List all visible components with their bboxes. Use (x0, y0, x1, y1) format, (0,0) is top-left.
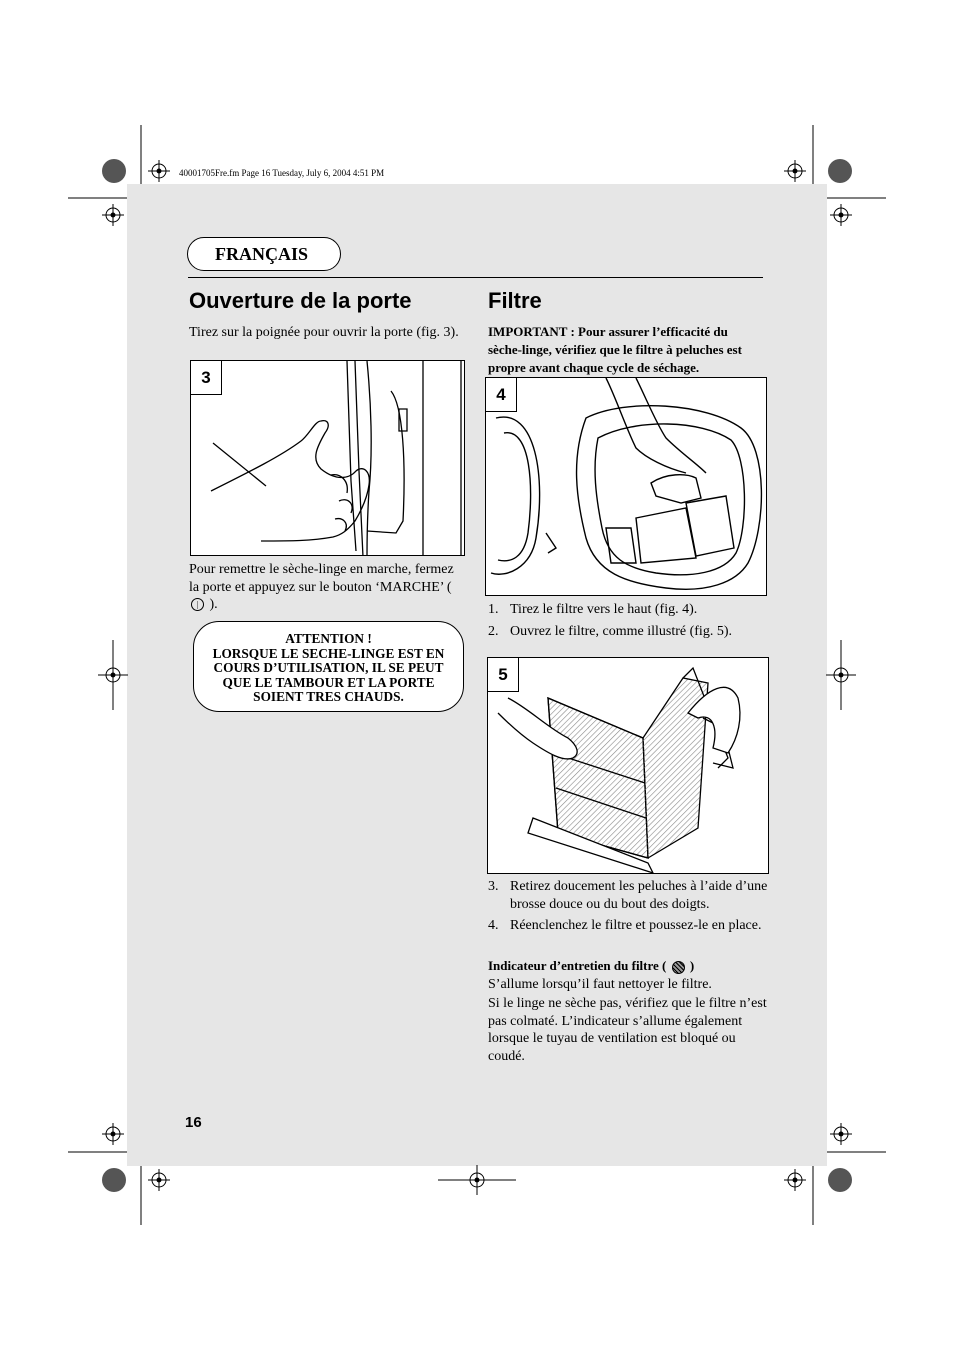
header-rule (188, 277, 763, 278)
power-icon: | (191, 598, 204, 611)
filter-pull-illustration (486, 378, 767, 596)
figure-5 (487, 657, 769, 874)
indicator-title (488, 957, 770, 975)
figure-4-number: 4 (486, 378, 517, 412)
restart-text-a: Pour remettre le sèche-linge en marche, fermez la porte et appuyez sur le bouton ‘MARCHE’ ( (189, 562, 454, 595)
attention-line-4: SOIENT TRES CHAUDS. (253, 689, 404, 704)
step-3: 3. Retirez doucement les peluches à l’aide d’une brosse douce ou du bout des doigts. (488, 879, 768, 912)
steps-list-b (488, 878, 770, 939)
steps-list-a (488, 601, 768, 644)
step-1: 1. Tirez le filtre vers le haut (fig. 4). (488, 602, 698, 617)
important-notice: IMPORTANT : Pour assurer l’efficacité du sèche-linge, vérifiez que le filtre à peluches est propre avant chaque cycle de séchage. (488, 324, 742, 375)
attention-line-3: QUE LE TAMBOUR ET LA PORTE (222, 674, 435, 690)
door-section-title: Ouverture de la porte (189, 288, 412, 313)
step-4: 4. Réenclenchez le filtre et poussez-le en place. (488, 918, 762, 933)
attention-box (193, 621, 464, 712)
indicator-text: S’allume lorsqu’il faut nettoyer le filtre. (488, 977, 712, 992)
file-header: 40001705Fre.fm Page 16 Tuesday, July 6, 2004 4:51 PM (179, 168, 385, 178)
attention-line-2: COURS D’UTILISATION, IL SE PEUT (213, 660, 444, 675)
indicator-text-2: Si le linge ne sèche pas, vérifiez que le filtre n’est pas colmaté. L’indicateur s’allume également lorsque le tuyau de ventilation est bloqué ou coudé. (488, 996, 767, 1064)
indicator-title-b: ) (689, 958, 695, 973)
language-tab: FRANÇAIS (187, 237, 341, 271)
indicator-title-a: Indicateur d’entretien du filtre ( (488, 958, 667, 973)
filter-section-title: Filtre (488, 288, 542, 313)
filter-indicator-icon (672, 961, 685, 974)
attention-title: ATTENTION ! (285, 631, 372, 646)
page-number: 16 (185, 1114, 202, 1131)
figure-3-number: 3 (191, 361, 222, 395)
figure-5-number: 5 (488, 658, 519, 692)
figure-3 (190, 360, 465, 556)
attention-line-1: LORSQUE LE SECHE-LINGE EST EN (212, 645, 445, 661)
door-intro-text: Tirez sur la poignée pour ouvrir la porte (fig. 3). (189, 325, 459, 340)
door-handle-illustration (191, 361, 465, 556)
figure-4 (485, 377, 767, 596)
restart-text (189, 561, 459, 614)
restart-text-b: ). (209, 597, 218, 612)
filter-open-illustration (488, 658, 769, 874)
step-2: 2. Ouvrez le filtre, comme illustré (fig. 5). (488, 623, 732, 639)
